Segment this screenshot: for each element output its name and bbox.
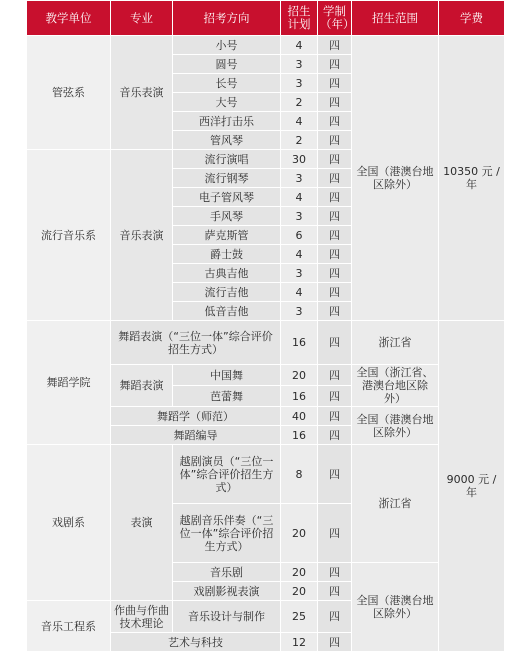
scope-cell: 浙江省 — [352, 445, 439, 563]
plan-cell: 2 — [281, 93, 318, 112]
fee-cell: 10350 元 / 年 — [439, 36, 505, 321]
direction-cell: 艺术与科技 — [111, 633, 281, 652]
direction-cell: 小号 — [173, 36, 281, 55]
years-cell: 四 — [318, 601, 352, 633]
unit-cell: 舞蹈学院 — [27, 321, 111, 445]
direction-cell: 芭蕾舞 — [173, 386, 281, 407]
years-cell: 四 — [318, 245, 352, 264]
years-cell: 四 — [318, 302, 352, 321]
header-major: 专业 — [111, 1, 173, 36]
years-cell: 四 — [318, 112, 352, 131]
direction-cell: 音乐剧 — [173, 563, 281, 582]
years-cell: 四 — [318, 445, 352, 504]
header-fee: 学费 — [439, 1, 505, 36]
direction-cell: 流行钢琴 — [173, 169, 281, 188]
plan-cell: 2 — [281, 131, 318, 150]
years-cell: 四 — [318, 74, 352, 93]
direction-cell: 越剧演员（“三位一体”综合评价招生方式） — [173, 445, 281, 504]
plan-cell: 3 — [281, 74, 318, 93]
plan-cell: 20 — [281, 365, 318, 386]
direction-cell: 长号 — [173, 74, 281, 93]
direction-cell: 爵士鼓 — [173, 245, 281, 264]
plan-cell: 16 — [281, 321, 318, 365]
plan-cell: 4 — [281, 36, 318, 55]
header-unit: 教学单位 — [27, 1, 111, 36]
years-cell: 四 — [318, 264, 352, 283]
years-cell: 四 — [318, 563, 352, 582]
scope-cell: 浙江省 — [352, 321, 439, 365]
scope-cell: 全国（港澳台地区除外） — [352, 407, 439, 445]
plan-cell: 3 — [281, 264, 318, 283]
years-cell: 四 — [318, 169, 352, 188]
years-cell: 四 — [318, 131, 352, 150]
plan-cell: 20 — [281, 582, 318, 601]
direction-cell: 古典吉他 — [173, 264, 281, 283]
years-cell: 四 — [318, 36, 352, 55]
direction-cell: 电子管风琴 — [173, 188, 281, 207]
plan-cell: 25 — [281, 601, 318, 633]
direction-cell: 流行吉他 — [173, 283, 281, 302]
direction-cell: 萨克斯管 — [173, 226, 281, 245]
years-cell: 四 — [318, 426, 352, 445]
major-cell: 音乐表演 — [111, 150, 173, 321]
unit-cell: 戏剧系 — [27, 445, 111, 601]
direction-cell: 大号 — [173, 93, 281, 112]
table-row — [27, 36, 505, 55]
plan-cell: 3 — [281, 207, 318, 226]
scope-cell: 全国（港澳台地区除外） — [352, 36, 439, 321]
unit-cell: 流行音乐系 — [27, 150, 111, 321]
header-direction: 招考方向 — [173, 1, 281, 36]
plan-cell: 30 — [281, 150, 318, 169]
years-cell: 四 — [318, 504, 352, 563]
years-cell: 四 — [318, 188, 352, 207]
fee-cell: 9000 元 / 年 — [439, 321, 505, 652]
plan-cell: 4 — [281, 283, 318, 302]
plan-cell: 12 — [281, 633, 318, 652]
direction-cell: 戏剧影视表演 — [173, 582, 281, 601]
plan-cell: 3 — [281, 302, 318, 321]
direction-cell: 音乐设计与制作 — [173, 601, 281, 633]
table-row — [27, 321, 505, 365]
direction-cell: 西洋打击乐 — [173, 112, 281, 131]
years-cell: 四 — [318, 633, 352, 652]
years-cell: 四 — [318, 226, 352, 245]
years-cell: 四 — [318, 321, 352, 365]
years-cell: 四 — [318, 407, 352, 426]
major-cell: 音乐表演 — [111, 36, 173, 150]
direction-cell: 舞蹈编导 — [111, 426, 281, 445]
direction-cell: 管风琴 — [173, 131, 281, 150]
scope-cell: 全国（浙江省、港澳台地区除外） — [352, 365, 439, 407]
direction-cell: 流行演唱 — [173, 150, 281, 169]
major-cell: 舞蹈表演 — [111, 365, 173, 407]
plan-cell: 8 — [281, 445, 318, 504]
table-header-row — [27, 1, 505, 36]
plan-cell: 40 — [281, 407, 318, 426]
plan-cell: 4 — [281, 245, 318, 264]
plan-cell: 20 — [281, 504, 318, 563]
direction-cell: 越剧音乐伴奏（“三位一体”综合评价招生方式） — [173, 504, 281, 563]
header-plan: 招生计划 — [281, 1, 318, 36]
years-cell: 四 — [318, 365, 352, 386]
years-cell: 四 — [318, 582, 352, 601]
plan-cell: 4 — [281, 188, 318, 207]
plan-cell: 4 — [281, 112, 318, 131]
plan-cell: 3 — [281, 169, 318, 188]
plan-cell: 3 — [281, 55, 318, 74]
plan-cell: 6 — [281, 226, 318, 245]
direction-cell: 低音吉他 — [173, 302, 281, 321]
unit-cell: 管弦系 — [27, 36, 111, 150]
major-cell: 作曲与作曲技术理论 — [111, 601, 173, 633]
plan-cell: 20 — [281, 563, 318, 582]
header-years: 学制（年） — [318, 1, 352, 36]
direction-cell: 中国舞 — [173, 365, 281, 386]
direction-cell: 舞蹈表演（“三位一体”综合评价招生方式） — [111, 321, 281, 365]
direction-cell: 圆号 — [173, 55, 281, 74]
years-cell: 四 — [318, 283, 352, 302]
years-cell: 四 — [318, 55, 352, 74]
unit-cell: 音乐工程系 — [27, 601, 111, 652]
years-cell: 四 — [318, 207, 352, 226]
direction-cell: 手风琴 — [173, 207, 281, 226]
plan-cell: 16 — [281, 386, 318, 407]
years-cell: 四 — [318, 93, 352, 112]
scope-cell: 全国（港澳台地区除外） — [352, 563, 439, 652]
years-cell: 四 — [318, 150, 352, 169]
direction-cell: 舞蹈学（师范） — [111, 407, 281, 426]
years-cell: 四 — [318, 386, 352, 407]
admissions-table — [26, 0, 505, 652]
table-row — [27, 445, 505, 504]
header-scope: 招生范围 — [352, 1, 439, 36]
major-cell: 表演 — [111, 445, 173, 601]
plan-cell: 16 — [281, 426, 318, 445]
